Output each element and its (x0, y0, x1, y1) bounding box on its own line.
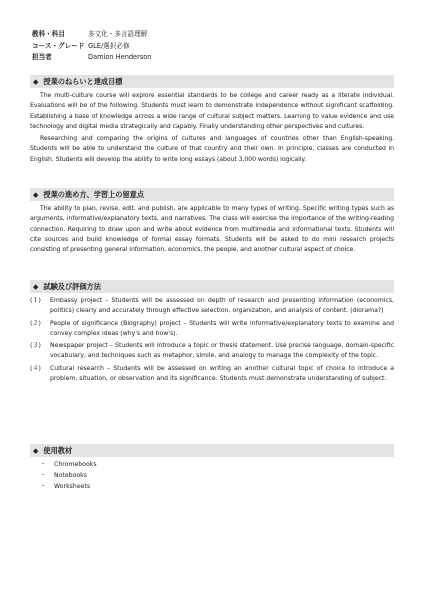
meta-row-course (32, 41, 151, 53)
section-heading (30, 188, 394, 201)
diamond-icon: ◆ (33, 446, 39, 455)
paragraph: The ability to plan, revise, edit, and publish, are applicable to many types of writing. Specific writing types such as arguments, informative/explanatory texts, and narratives. The class will exercise the importance of the writing-reading connection. Requiring to draw upon and write about evidence from multimedia and informational texts. Students will cite sources and build knowledge of formal essay formats. Students will be asked to do mini research projects consisting of presenting general information, economics, the people, and another cultural aspect of choice. (30, 205, 394, 254)
bullet-icon: ・ (40, 482, 47, 490)
section-evaluation (30, 280, 394, 386)
meta-value: GLE/選択必修 (88, 41, 130, 50)
paragraph: Researching and comparing the origins of cultures and languages of countries other than English-speaking. Students will be able to understand the culture of that country and their own. In principle, classes are conducted in English. Students will develop the ability to write long essays (about 3,000 words) logically. (30, 135, 394, 163)
section-title: 授業の進め方、学習上の留意点 (43, 189, 145, 199)
item-text: Chromebooks (54, 461, 97, 468)
item-text: People of significance (Biography) project – Students will write informative/explanatory texts to examine and convey complex ideas (why's and how's). (50, 319, 394, 337)
diamond-icon: ◆ (33, 77, 39, 86)
list-item (40, 471, 394, 482)
meta-label: コース・グレード (32, 41, 85, 50)
section-title: 授業のねらいと達成目標 (43, 76, 123, 86)
item-number: (１) (30, 297, 41, 304)
course-meta (32, 29, 151, 64)
meta-value: 多文化・多言語理解 (88, 30, 148, 38)
section-method (30, 188, 394, 255)
item-number: (３) (30, 342, 41, 350)
meta-row-subject (32, 29, 151, 41)
section-heading (30, 444, 394, 457)
bullet-icon: ・ (40, 461, 47, 468)
section-materials (30, 444, 394, 492)
meta-label: 教科・科目 (32, 30, 65, 38)
meta-label: 担当者 (32, 53, 52, 62)
meta-row-teacher (32, 52, 151, 64)
evaluation-list (30, 296, 394, 384)
paragraph: The multi-culture course will explore essential standards to be college and career ready as a literate individual. Evaluations will be of the following. Students must learn to demonstrate independence without significant scaffolding. Establishing a base of knowledge across a wide range of cultural subject matters. Learning to value evidence and use technology and digital media strategically and capably. Finally understanding other perspectives and cultures. (30, 92, 394, 130)
section-heading (30, 75, 394, 88)
diamond-icon: ◆ (33, 190, 39, 199)
item-text: Worksheets (54, 482, 91, 490)
item-text: Newspaper project – Students will introduce a topic or thesis statement. Use precise language, domain-specific vocabulary, and techniques such as metaphor, simile, and analogy to manage the complexity of the topic. (50, 342, 394, 360)
section-heading (30, 280, 394, 293)
list-item (30, 364, 394, 385)
materials-list (30, 460, 394, 492)
list-item (30, 341, 394, 362)
list-item (30, 319, 394, 340)
list-item (40, 482, 394, 493)
item-text: Cultural research – Students will be assessed on writing an another cultural topic of choice to introduce a problem, situation, or observation and its significance. Students must demonstrate understanding of subject. (50, 364, 394, 383)
item-number: (２) (30, 319, 41, 327)
meta-value: Damion Henderson (88, 53, 152, 62)
section-title: 使用教材 (43, 445, 73, 455)
list-item (40, 460, 394, 471)
item-number: (４) (30, 364, 41, 372)
section-goals (30, 75, 394, 165)
bullet-icon: ・ (40, 471, 47, 479)
list-item (30, 296, 394, 317)
diamond-icon: ◆ (33, 282, 39, 291)
item-text: Notebooks (54, 471, 87, 479)
section-title: 試験及び評価方法 (43, 281, 101, 291)
item-text: Embassy project – Students will be assessed on depth of research and presenting information (economics, politics) clearly and accurately through effective selection, organization, and analysis of content. (diorama?) (50, 297, 394, 315)
